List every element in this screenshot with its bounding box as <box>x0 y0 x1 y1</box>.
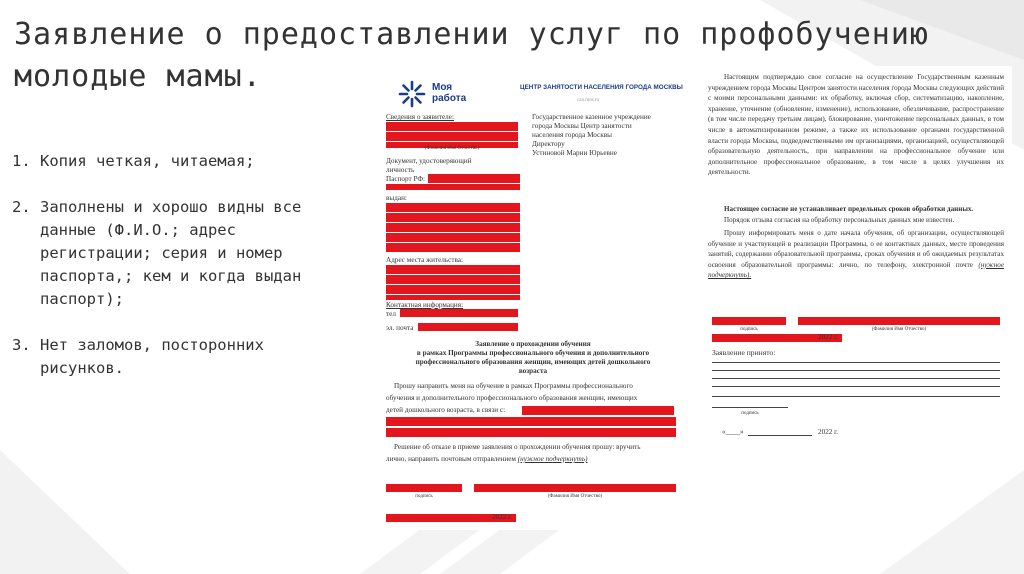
logo-line2: работа <box>432 93 467 104</box>
list-number: 1. <box>12 152 31 170</box>
body-line: Прошу направить меня на обучение в рамках Программы профессионального <box>394 382 633 390</box>
redaction-bar <box>386 265 520 274</box>
application-title-line: в рамках Программы профессионального обучения и дополнительного <box>416 349 650 357</box>
fill-line <box>712 378 1000 379</box>
address-label: Адрес места жительства: <box>386 256 463 264</box>
body-line: обучения и дополнительного профессионального образования женщин, имеющих <box>386 394 638 402</box>
header-small: czn.mos.ru <box>577 98 599 103</box>
recipient-line: Устиновой Марии Юрьевне <box>532 149 617 157</box>
moya-rabota-logo-icon <box>398 80 426 108</box>
list-item <box>12 334 342 380</box>
redaction-bar <box>386 295 520 300</box>
fio-caption: (Фамилия Имя Отчество) <box>424 146 480 151</box>
phone-label: тел <box>386 310 396 318</box>
refusal-text: лично, направить почтовым отправлением <box>386 455 518 463</box>
signature-line <box>712 407 788 408</box>
list-number: 2. <box>12 198 31 216</box>
application-form-page2 <box>700 66 1012 466</box>
center-name: ЦЕНТР ЗАНЯТОСТИ НАСЕЛЕНИЯ ГОРОДА МОСКВЫ <box>520 84 683 91</box>
recipient-line: Директору <box>532 140 565 148</box>
issued-label: выдан: <box>386 194 407 202</box>
redaction-bar <box>386 417 676 426</box>
signature-caption: подпись <box>415 494 433 499</box>
list-item <box>12 196 342 311</box>
revoke-paragraph: Порядок отзыва согласия на обработку персональных данных мне известен. <box>724 216 955 224</box>
signature-caption: подпись <box>741 411 759 416</box>
fill-line <box>712 396 1000 397</box>
list-number: 3. <box>12 336 31 354</box>
refusal-line2 <box>386 455 587 464</box>
inform-choice: (нужное подчеркнуть). <box>708 260 1004 280</box>
list-text: Копия четкая, читаемая; <box>40 152 255 170</box>
list-text: Заполнены и хорошо видны все данные (Ф.И.О.; адрес регистрации; серия и номер паспорта,; кем и когда выдан паспорт); <box>40 198 302 308</box>
redaction-bar <box>386 223 520 232</box>
fio-caption: (Фамилия Имя Отчество) <box>547 494 603 499</box>
redaction-bar <box>386 122 518 131</box>
passport-label: Паспорт РФ: <box>386 175 425 183</box>
id-doc-label: Документ, удостоверяющий <box>386 157 472 165</box>
redaction-bar <box>712 317 786 325</box>
recipient-line: города Москвы Центр занятости <box>532 122 632 130</box>
redaction-bar <box>386 275 520 284</box>
redaction-bar <box>386 285 520 294</box>
redaction-bar <box>418 323 518 331</box>
id-doc-label2: личность <box>386 166 415 174</box>
fill-line <box>712 370 1000 371</box>
application-title-line: профессионального образования женщин, имеющих детей дошкольного <box>415 358 651 366</box>
fill-line <box>712 362 1000 363</box>
logo-line1: Моя <box>432 82 453 93</box>
date-year: 2022 г. <box>818 333 839 341</box>
date-year: 2022 г. <box>818 428 839 436</box>
redaction-bar <box>386 132 518 141</box>
validity-paragraph: Настоящее согласие не устанавливает предельных сроков обработки данных. <box>724 205 974 213</box>
application-title: Заявление о прохождении обучения <box>475 340 591 348</box>
requirements-list <box>12 150 342 403</box>
redaction-bar <box>386 184 520 190</box>
redaction-bar <box>386 213 520 222</box>
applicant-label: Сведения о заявителе: <box>386 113 454 121</box>
date-day: «____» <box>722 428 744 436</box>
list-text: Нет заломов, посторонних рисунков. <box>40 336 264 377</box>
redaction-bar <box>428 174 520 183</box>
body-line: детей дошкольного возраста, в связи с: <box>386 406 506 414</box>
refusal-choice: (нужное подчеркнуть) <box>517 455 588 463</box>
redaction-bar <box>386 484 462 492</box>
inform-text: Прошу информировать меня о дате начала обучения, об организации, осуществляющей обучение и участвующей в реализации Программы, о ее контактных данных, месте проведения занятий, содержании образовательной программы, сроках обучения и об ожидаемых результатах освоения образовательной программы: лично, по телефону, электронной почте <box>708 229 1004 269</box>
redaction-bar <box>386 428 676 437</box>
redaction-bar <box>474 484 676 492</box>
fill-line <box>712 386 1000 387</box>
redaction-bar <box>798 317 1000 325</box>
redaction-bar <box>400 309 518 317</box>
redaction-bar <box>386 243 520 252</box>
fio-caption: (Фамилия Имя Отчество) <box>871 327 927 332</box>
redaction-bar <box>386 203 520 212</box>
contact-label: Контактная информация: <box>386 301 464 309</box>
date-line <box>748 435 812 436</box>
redaction-bar <box>522 406 674 415</box>
list-item <box>12 150 342 173</box>
application-form-page1 <box>372 70 694 530</box>
email-label: эл. почта <box>386 324 414 332</box>
application-title-line: возраста <box>518 367 548 375</box>
slide-title: Заявление о предоставлении услуг по профобучению молодые мамы. <box>14 17 929 94</box>
date-year: 2022 г. <box>492 513 513 521</box>
recipient-line: населения города Москвы <box>532 131 612 139</box>
refusal-line: Решение об отказе в приеме заявления о прохождении обучения прошу: вручить <box>394 443 641 451</box>
signature-caption: подпись <box>740 327 758 332</box>
accepted-label: Заявление принято: <box>712 348 776 357</box>
redaction-bar <box>386 233 520 242</box>
inform-paragraph <box>708 228 1004 281</box>
consent-paragraph: Настоящим подтверждаю свое согласие на осуществление Государственным казенным учреждением города Москвы Центром занятости населения города Москвы следующих действий с моими персональными данными: их обработку, включая сбор, систематизацию, накопление, хранение, уточнение (обновление, изменение), использование, обезличивание, распространение (в том числе передачу третьим лицам), блокирование, уничтожение персональных данных, в том числе в автоматизированном режиме, а также их использование органами государственной власти города Москвы, подведомственными им организациями, организацией, осуществляющей образовательную деятельность, при направлении на профессиональное обучение или дополнительное профессиональное образование, в том числе в целях улучшения их деятельности. <box>708 73 1004 177</box>
recipient-line: Государственное казенное учреждение <box>532 113 651 121</box>
